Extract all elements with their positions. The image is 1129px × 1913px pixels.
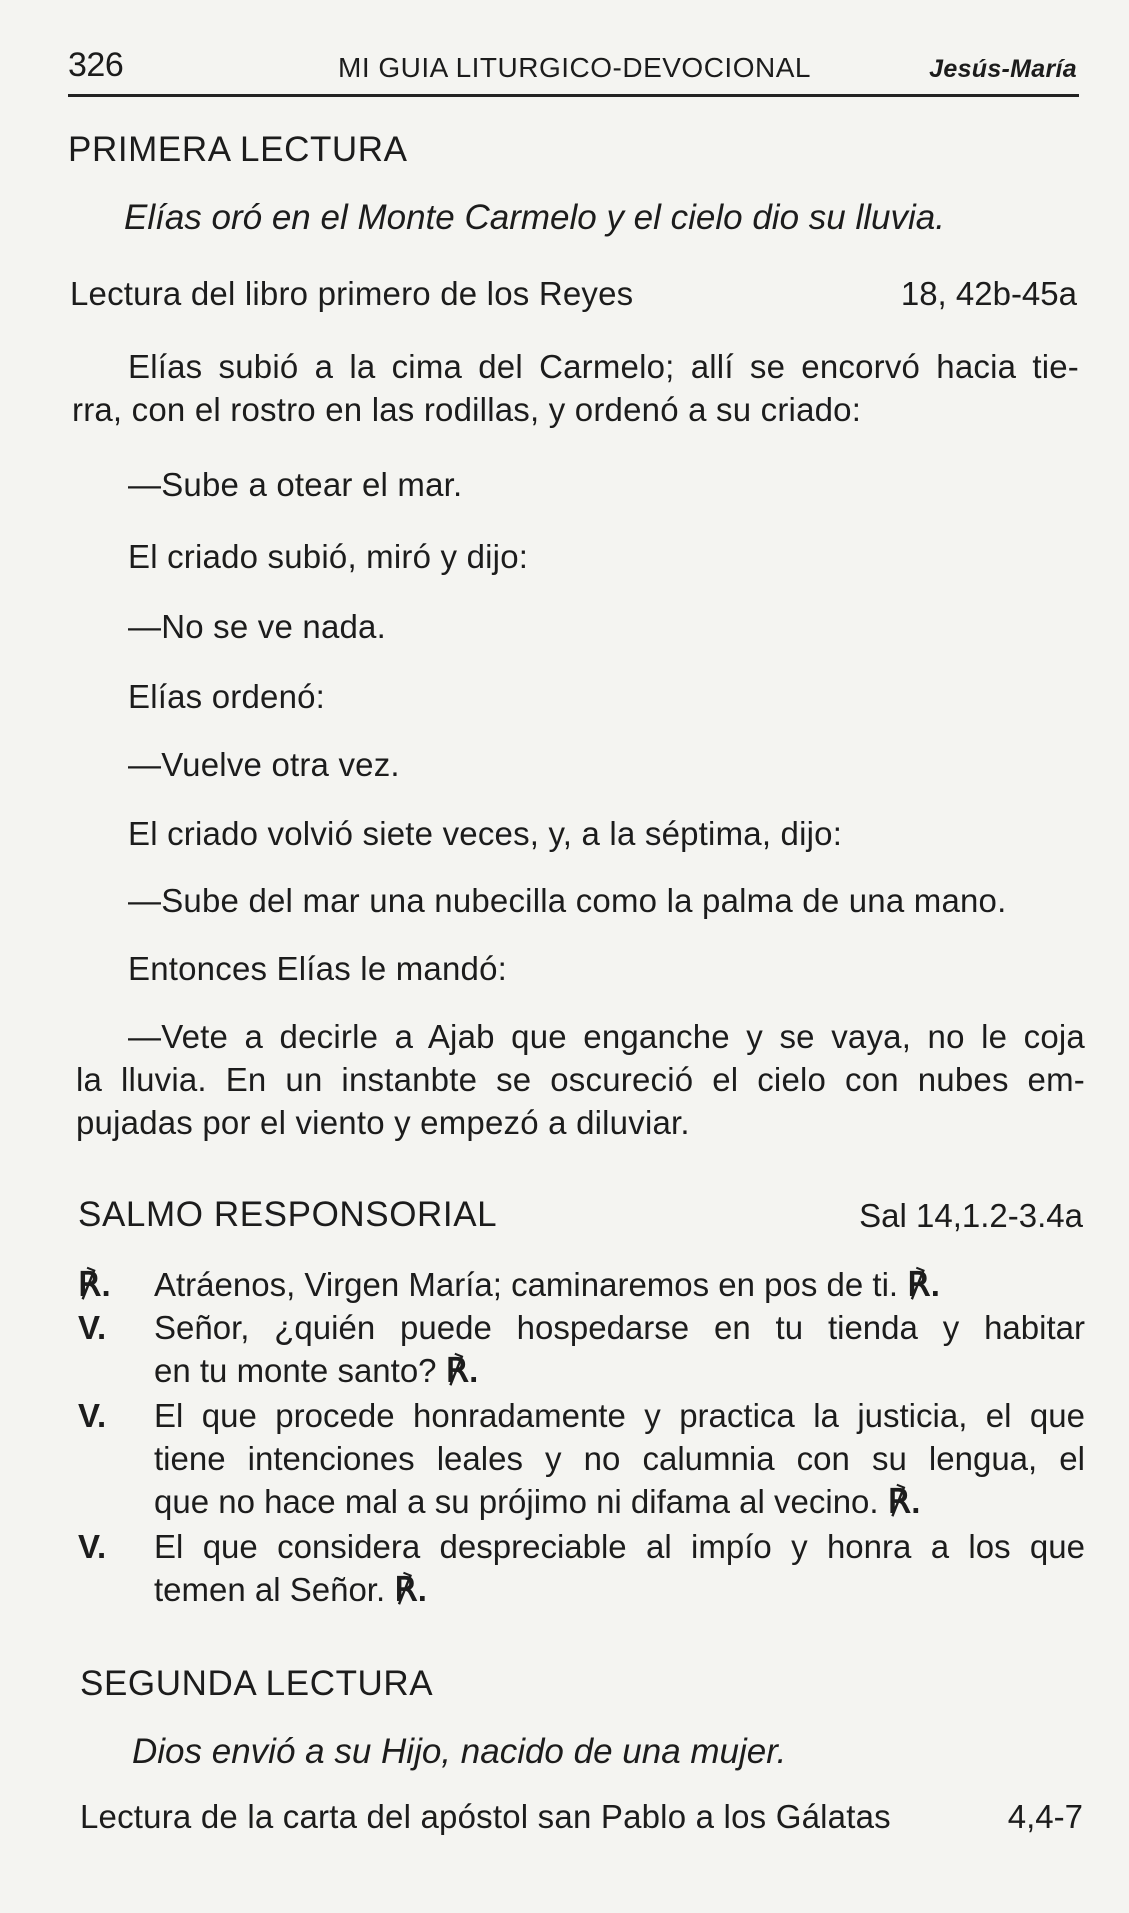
- narrative-line: El criado volvió siete veces, y, a la séptima, dijo:: [128, 815, 843, 852]
- text-line: temen al Señor.: [154, 1571, 386, 1608]
- primera-paragraph-1: [72, 345, 1079, 431]
- text-line: en tu monte santo?: [154, 1352, 437, 1389]
- header-rule: [68, 94, 1079, 97]
- narrative-line: El criado subió, miró y dijo:: [128, 538, 529, 575]
- text-line: El que procede honradamente y practica la justicia, el que: [154, 1397, 1085, 1434]
- response-symbol: ℟: [907, 1266, 931, 1303]
- dialogue-line: —Sube del mar una nubecilla como la palma de una mano.: [128, 882, 1007, 919]
- psalm-response-row: ℟. Atráenos, Virgen María; caminaremos en pos de ti. ℟.: [78, 1263, 1085, 1306]
- verse-symbol: V.: [78, 1397, 107, 1434]
- primera-paragraph-2: [76, 1015, 1085, 1144]
- verse-symbol: V.: [78, 1528, 107, 1565]
- primera-lectura-heading: PRIMERA LECTURA: [68, 130, 408, 169]
- verse-symbol: V.: [78, 1309, 107, 1346]
- psalm-verse-3: V. El que considera despreciable al impío y honra a los que temen al Señor. ℟.: [78, 1525, 1085, 1611]
- response-text: Atráenos, Virgen María; caminaremos en pos de ti.: [154, 1266, 899, 1303]
- salmo-reference: Sal 14,1.2-3.4a: [859, 1197, 1083, 1234]
- primera-lectura-subtitle: Elías oró en el Monte Carmelo y el cielo dio su lluvia.: [124, 198, 945, 237]
- segunda-lectura-reference: 4,4-7: [1007, 1798, 1083, 1835]
- response-symbol: ℟: [445, 1352, 470, 1389]
- psalm-verse-2: V. El que procede honradamente y practica la justicia, el que tiene intenciones leales y no calumnia con su lengua, el que no hace mal a su prójimo ni difama al vecino. ℟.: [78, 1394, 1085, 1523]
- text-line: que no hace mal a su prójimo ni difama al vecino.: [154, 1483, 879, 1520]
- text-line: rra, con el rostro en las rodillas, y ordenó a su criado:: [72, 391, 862, 428]
- text-line: Señor, ¿quién puede hospedarse en tu tienda y habitar: [154, 1309, 1085, 1346]
- dialogue-line: —Sube a otear el mar.: [128, 466, 463, 503]
- primera-lectura-source: Lectura del libro primero de los Reyes: [70, 275, 634, 312]
- segunda-lectura-subtitle: Dios envió a su Hijo, nacido de una mujer.: [132, 1732, 787, 1771]
- dialogue-line: —Vuelve otra vez.: [128, 746, 400, 783]
- text-line: El que considera despreciable al impío y honra a los que: [154, 1528, 1085, 1565]
- response-symbol: ℟.: [78, 1266, 111, 1303]
- text-line: pujadas por el viento y empezó a diluviar.: [76, 1104, 690, 1141]
- narrative-line: Entonces Elías le mandó:: [128, 950, 508, 987]
- psalm-verse-1: V. Señor, ¿quién puede hospedarse en tu tienda y habitar en tu monte santo? ℟.: [78, 1306, 1085, 1392]
- dialogue-line: —No se ve nada.: [128, 608, 386, 645]
- salmo-heading: SALMO RESPONSORIAL: [78, 1195, 498, 1234]
- text-line: —Vete a decirle a Ajab que enganche y se vaya, no le coja: [128, 1018, 1085, 1055]
- page-number: 326: [68, 46, 124, 84]
- running-author: Jesús-María: [929, 55, 1077, 83]
- text-line: la lluvia. En un instanbte se oscureció el cielo con nubes em-: [76, 1061, 1085, 1098]
- text-line: Elías subió a la cima del Carmelo; allí se encorvó hacia tie-: [128, 348, 1079, 385]
- segunda-lectura-source: Lectura de la carta del apóstol san Pablo a los Gálatas: [80, 1798, 891, 1835]
- segunda-lectura-heading: SEGUNDA LECTURA: [80, 1664, 434, 1703]
- response-symbol: ℟: [887, 1483, 912, 1520]
- primera-lectura-reference: 18, 42b-45a: [900, 275, 1077, 312]
- response-symbol: ℟: [394, 1571, 418, 1608]
- text-line: tiene intenciones leales y no calumnia con su lengua, el: [154, 1440, 1085, 1477]
- narrative-line: Elías ordenó:: [128, 678, 326, 715]
- running-title: MI GUIA LITURGICO-DEVOCIONAL: [338, 52, 811, 83]
